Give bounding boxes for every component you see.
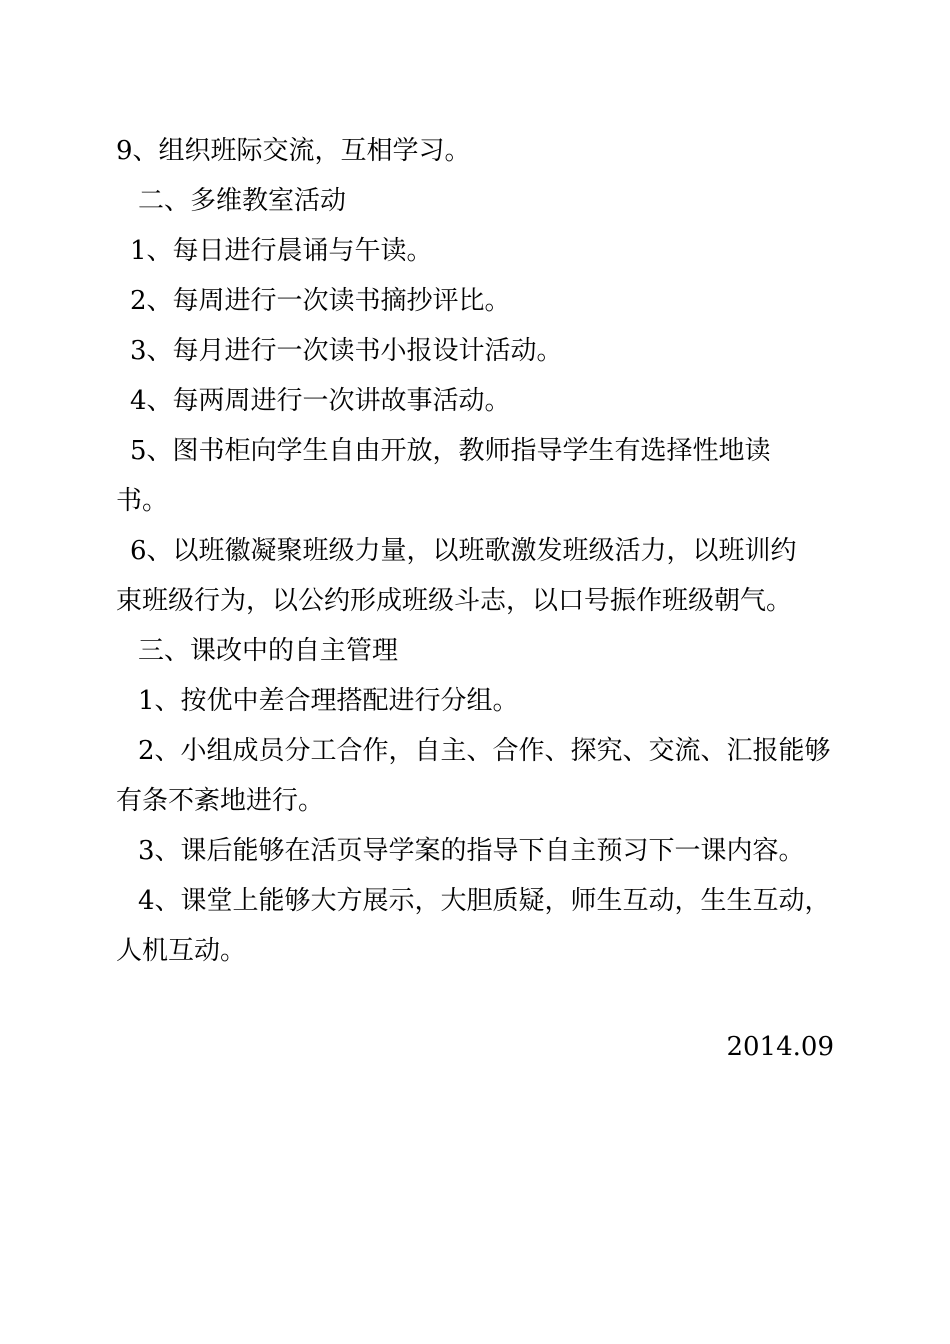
text-line: 2、小组成员分工合作，自主、合作、探究、交流、汇报能够 [138, 736, 831, 766]
text-line: 5、图书柜向学生自由开放，教师指导学生有选择性地读 [130, 436, 771, 466]
text-line: 1、每日进行晨诵与午读。 [130, 236, 433, 266]
document-date: 2014.09 [726, 1032, 834, 1062]
text-line: 6、以班徽凝聚班级力量，以班歌激发班级活力，以班训约 [130, 536, 797, 566]
text-line: 9、组织班际交流，互相学习。 [116, 136, 471, 166]
text-line: 束班级行为，以公约形成班级斗志，以口号振作班级朝气。 [116, 586, 793, 616]
text-line: 3、每月进行一次读书小报设计活动。 [130, 336, 563, 366]
text-line: 4、每两周进行一次讲故事活动。 [130, 386, 511, 416]
text-line: 二、多维教室活动 [138, 186, 347, 216]
text-line: 2、每周进行一次读书摘抄评比。 [130, 286, 511, 316]
text-line: 3、课后能够在活页导学案的指导下自主预习下一课内容。 [138, 836, 805, 866]
text-line: 书。 [116, 486, 169, 516]
text-line: 有条不紊地进行。 [116, 786, 325, 816]
text-line: 人机互动。 [116, 936, 247, 966]
document-body [116, 126, 836, 976]
text-line: 4、课堂上能够大方展示，大胆质疑，师生互动，生生互动， [138, 886, 831, 916]
text-line: 三、课改中的自主管理 [138, 636, 399, 666]
text-line: 1、按优中差合理搭配进行分组。 [138, 686, 519, 716]
